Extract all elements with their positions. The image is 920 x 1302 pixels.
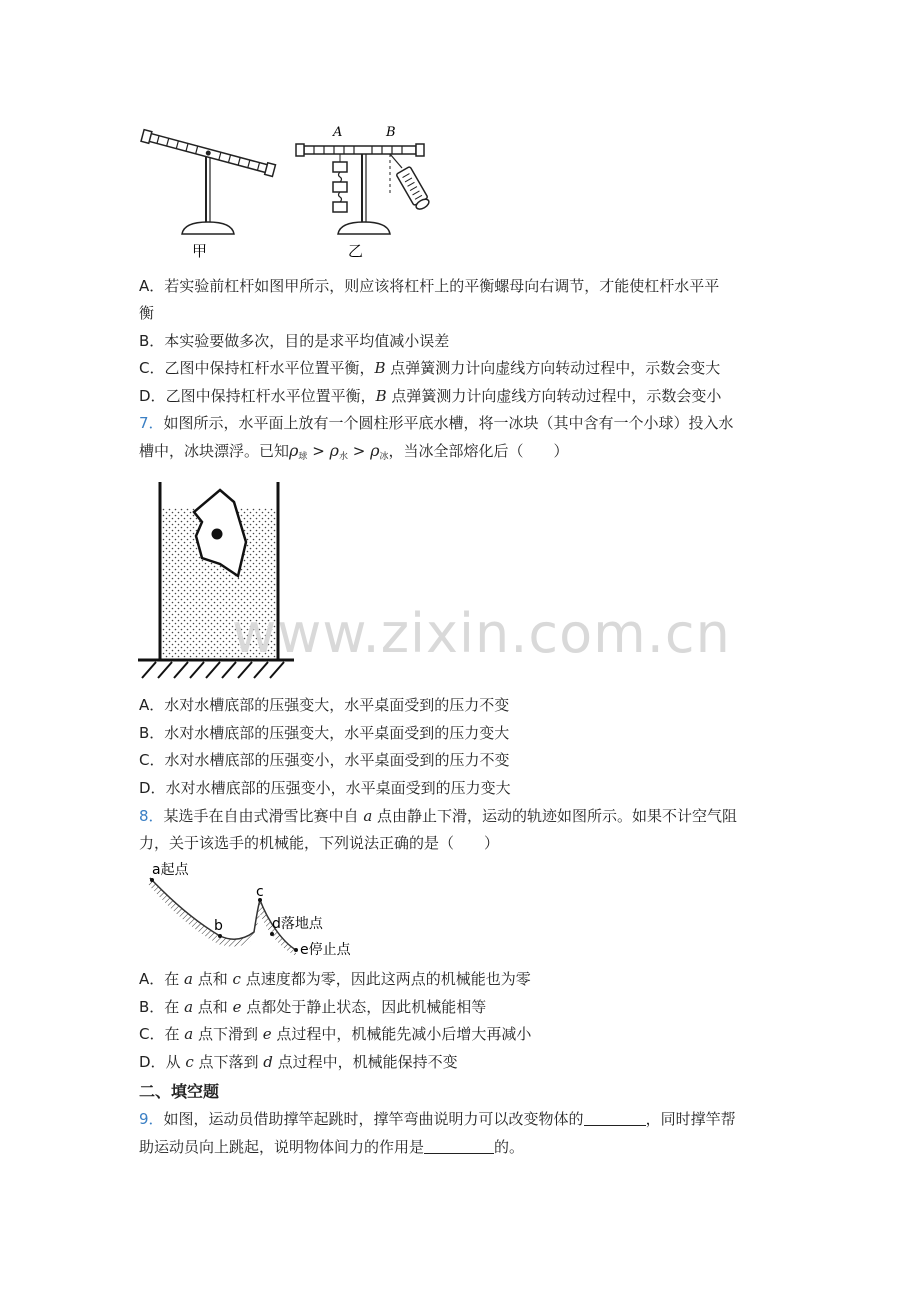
label-b: b [214, 918, 223, 934]
answer-blank-2[interactable] [424, 1138, 494, 1154]
ball [212, 529, 223, 540]
q8-stem-line2: 力，关于该选手的机械能，下列说法正确的是（ ） [139, 834, 500, 852]
q6-option-c: C．乙图中保持杠杆水平位置平衡，B 点弹簧测力计向虚线方向转动过程中，示数会变大 [139, 359, 721, 377]
q6-option-b: B．本实验要做多次，目的是求平均值减小误差 [139, 332, 450, 350]
label-B: B [386, 125, 396, 140]
label-a-start: a起点 [152, 862, 189, 878]
ski-track-figure [138, 856, 368, 964]
q9-stem-line2: 助运动员向上跳起，说明物体间力的作用是 的。 [139, 1138, 525, 1156]
q9-stem-line1: 9．如图，运动员借助撑竿起跳时，撑竿弯曲说明力可以改变物体的 ，同时撑竿帮 [139, 1110, 736, 1128]
q8-option-c: C．在 a 点下滑到 e 点过程中，机械能先减小后增大再减小 [139, 1025, 532, 1043]
label-A: A [333, 125, 343, 140]
q7-number: 7． [139, 414, 164, 432]
lever-yi [296, 125, 431, 260]
q7-stem-line2: 槽中，冰块漂浮。已知$\rho_球 > \rho_水 > \rho_冰$，当冰全部熔化后（ ） [139, 441, 569, 462]
q8-stem-line1: 8．某选手在自由式滑雪比赛中自 a 点由静止下滑，运动的轨迹如图所示。如果不计空气阻 [139, 807, 738, 825]
label-jia: 甲 [192, 242, 208, 260]
q6-option-a: A．若实验前杠杆如图甲所示，则应该将杠杆上的平衡螺母向右调节，才能使杠杆水平平 [139, 277, 720, 295]
q7-option-a: A．水对水槽底部的压强变大，水平桌面受到的压力不变 [139, 696, 510, 714]
q8-option-a: A．在 a 点和 c 点速度都为零，因此这两点的机械能也为零 [139, 970, 531, 988]
q8-number: 8． [139, 807, 164, 825]
q8-option-d: D．从 c 点下落到 d 点过程中，机械能保持不变 [139, 1053, 458, 1071]
label-e-stop: e停止点 [300, 942, 351, 958]
label-c: c [256, 884, 264, 900]
q7-option-c: C．水对水槽底部的压强变小，水平桌面受到的压力不变 [139, 751, 510, 769]
lever-figure [140, 122, 440, 262]
q7-option-d: D．水对水槽底部的压强变小，水平桌面受到的压力变大 [139, 779, 511, 797]
q8-option-b: B．在 a 点和 e 点都处于静止状态，因此机械能相等 [139, 998, 487, 1016]
label-d-landing: d落地点 [272, 916, 323, 932]
lever-jia [141, 130, 275, 260]
section-heading: 二、填空题 [139, 1082, 220, 1101]
q6-option-a-cont: 衡 [139, 304, 155, 322]
q6-option-d: D．乙图中保持杠杆水平位置平衡，B 点弹簧测力计向虚线方向转动过程中，示数会变小 [139, 387, 722, 405]
q9-number: 9． [139, 1110, 164, 1128]
label-yi: 乙 [348, 242, 364, 260]
q7-stem-line1: 7．如图所示，水平面上放有一个圆柱形平底水槽，将一冰块（其中含有一个小球）投入水 [139, 414, 734, 432]
watermark: www.zixin.com.cn [232, 602, 731, 665]
answer-blank-1[interactable] [584, 1110, 646, 1126]
q7-option-b: B．水对水槽底部的压强变大，水平桌面受到的压力变大 [139, 724, 510, 742]
